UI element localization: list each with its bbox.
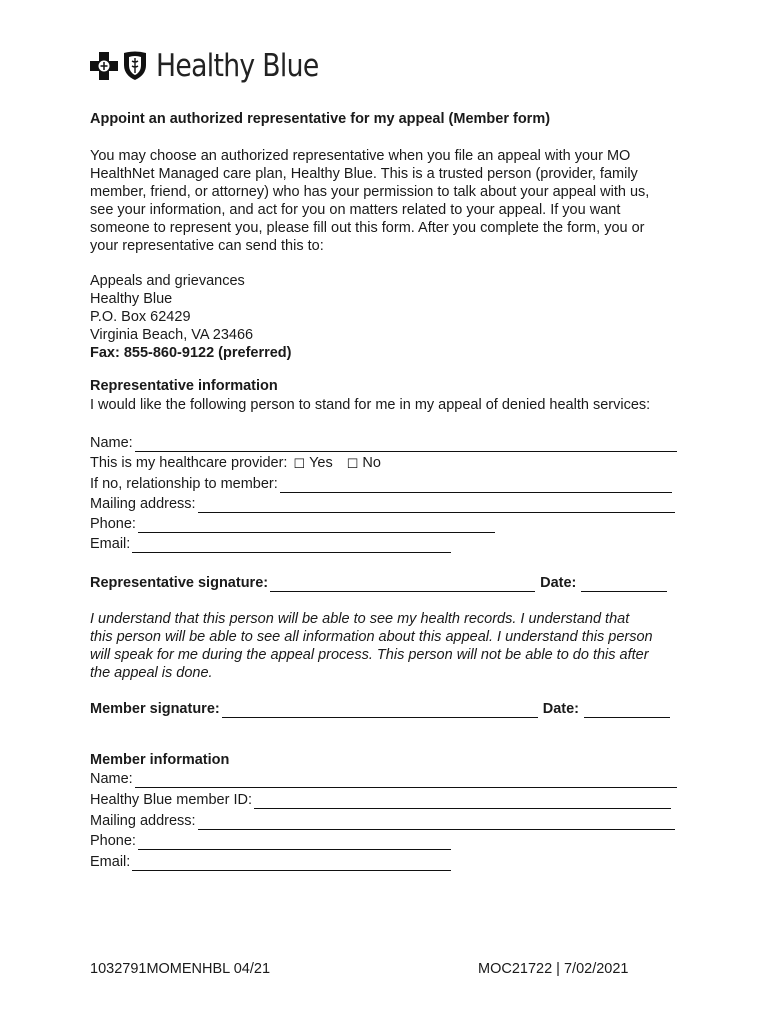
member-signature-label: Member signature: bbox=[90, 701, 220, 717]
rep-signature-field[interactable] bbox=[90, 572, 667, 592]
member-mailing-input-line[interactable] bbox=[198, 813, 675, 830]
mailing-address-block bbox=[90, 272, 292, 362]
member-phone-input-line[interactable] bbox=[138, 833, 451, 850]
yes-checkbox[interactable]: ☐ bbox=[293, 456, 306, 471]
rep-phone-input-line[interactable] bbox=[138, 516, 495, 533]
rep-email-field[interactable] bbox=[90, 533, 451, 553]
member-id-input-line[interactable] bbox=[254, 792, 671, 809]
representative-heading: Representative information bbox=[90, 378, 278, 394]
member-signature-line[interactable] bbox=[222, 701, 538, 718]
member-email-label: Email: bbox=[90, 854, 131, 870]
yes-label: Yes bbox=[309, 455, 333, 471]
rep-date-line[interactable] bbox=[581, 575, 667, 592]
rep-relationship-field[interactable] bbox=[90, 473, 672, 493]
consent-line: will speak for me during the appeal process. This person will not be able to do this after bbox=[90, 647, 649, 663]
member-id-field[interactable] bbox=[90, 789, 671, 809]
address-line: Virginia Beach, VA 23466 bbox=[90, 327, 254, 343]
consent-line: this person will be able to see all information about this appeal. I understand this person bbox=[90, 629, 653, 645]
rep-name-label: Name: bbox=[90, 435, 133, 451]
fax-line: Fax: 855-860-9122 (preferred) bbox=[90, 345, 292, 361]
member-email-input-line[interactable] bbox=[132, 854, 451, 871]
rep-mailing-label: Mailing address: bbox=[90, 496, 196, 512]
rep-relationship-input-line[interactable] bbox=[280, 476, 672, 493]
footer-doc-code: MOC21722 | 7/02/2021 bbox=[478, 961, 629, 977]
rep-name-input-line[interactable] bbox=[135, 435, 677, 452]
intro-line: member, friend, or attorney) who has your permission to talk about your appeal with us, bbox=[90, 184, 650, 200]
member-phone-field[interactable] bbox=[90, 830, 451, 850]
footer-form-code: 1032791MOMENHBL 04/21 bbox=[90, 961, 271, 977]
intro-line: someone to represent you, please fill out this form. After you complete the form, you or bbox=[90, 220, 645, 236]
rep-date-label: Date: bbox=[540, 575, 577, 591]
rep-signature-line[interactable] bbox=[270, 575, 535, 592]
member-date-line[interactable] bbox=[584, 701, 670, 718]
member-name-input-line[interactable] bbox=[135, 771, 677, 788]
representative-subtext: I would like the following person to stand for me in my appeal of denied health services: bbox=[90, 397, 651, 413]
member-heading: Member information bbox=[90, 752, 230, 768]
consent-line: the appeal is done. bbox=[90, 665, 213, 681]
no-checkbox[interactable]: ☐ bbox=[346, 456, 359, 471]
blue-cross-icon bbox=[90, 52, 118, 80]
rep-mailing-field[interactable] bbox=[90, 493, 675, 513]
member-signature-field[interactable] bbox=[90, 698, 670, 718]
address-line: Appeals and grievances bbox=[90, 273, 245, 289]
consent-line: I understand that this person will be able to see my health records. I understand that bbox=[90, 611, 630, 627]
healthy-blue-logo bbox=[90, 46, 345, 86]
rep-signature-label: Representative signature: bbox=[90, 575, 269, 591]
member-date-label: Date: bbox=[542, 701, 579, 717]
intro-line: see your information, and act for you on matters related to your appeal. If you want bbox=[90, 202, 621, 218]
member-name-field[interactable] bbox=[90, 768, 677, 788]
no-label: No bbox=[362, 455, 381, 471]
rep-phone-field[interactable] bbox=[90, 513, 495, 533]
member-phone-label: Phone: bbox=[90, 833, 136, 849]
member-mailing-field[interactable] bbox=[90, 810, 675, 830]
intro-line: your representative can send this to: bbox=[90, 238, 324, 254]
intro-line: You may choose an authorized representative when you file an appeal with your MO bbox=[90, 148, 631, 164]
rep-phone-label: Phone: bbox=[90, 516, 136, 532]
address-line: Healthy Blue bbox=[90, 291, 173, 307]
member-mailing-label: Mailing address: bbox=[90, 813, 196, 829]
rep-name-field[interactable] bbox=[90, 432, 677, 452]
brand-wordmark: Healthy Blue bbox=[156, 48, 319, 84]
rep-provider-label: This is my healthcare provider: bbox=[90, 455, 288, 471]
rep-relationship-label: If no, relationship to member: bbox=[90, 476, 278, 492]
intro-line: HealthNet Managed care plan, Healthy Blue. This is a trusted person (provider, family bbox=[90, 166, 638, 182]
form-title: Appoint an authorized representative for my appeal (Member form) bbox=[90, 111, 551, 127]
member-name-label: Name: bbox=[90, 771, 133, 787]
rep-provider-row bbox=[90, 452, 381, 472]
consent-paragraph bbox=[90, 610, 653, 682]
rep-email-input-line[interactable] bbox=[132, 536, 451, 553]
rep-email-label: Email: bbox=[90, 536, 131, 552]
blue-shield-icon bbox=[122, 51, 148, 81]
member-id-label: Healthy Blue member ID: bbox=[90, 792, 252, 808]
intro-paragraph bbox=[90, 147, 690, 255]
member-email-field[interactable] bbox=[90, 851, 451, 871]
address-line: P.O. Box 62429 bbox=[90, 309, 191, 325]
rep-mailing-input-line[interactable] bbox=[198, 496, 675, 513]
